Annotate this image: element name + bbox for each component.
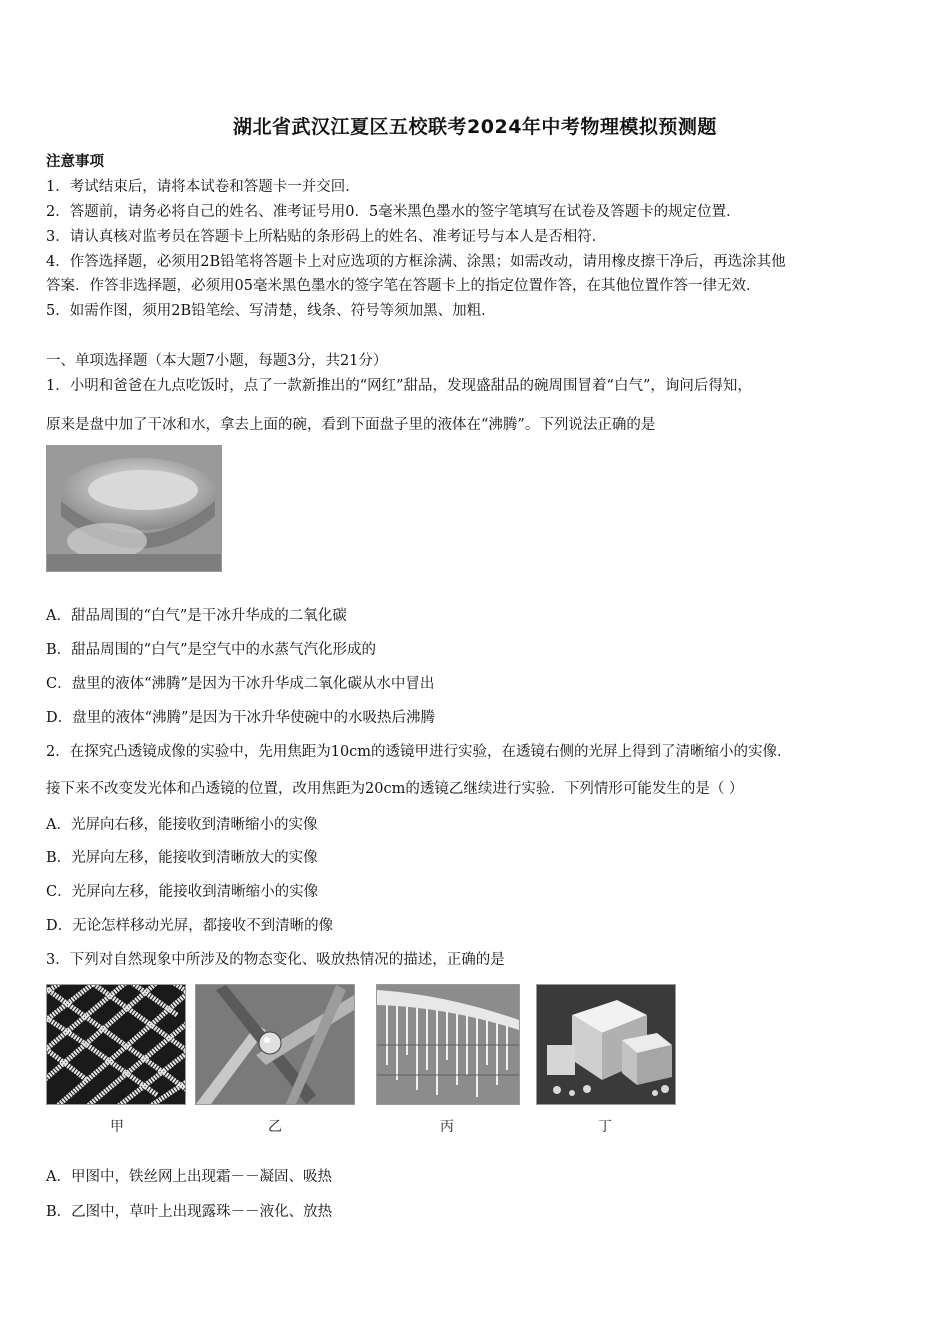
- question-1-text: 1．小明和爸爸在九点吃饭时，点了一款新推出的“网红”甜品，发现盛甜品的碗周围冒着“白气”，询问后得知，: [46, 378, 752, 394]
- question-1-option-a[interactable]: A．甜品周围的“白气”是干冰升华成的二氧化碳: [46, 608, 347, 624]
- notice-item: 1．考试结束后，请将本试卷和答题卡一并交回．: [46, 179, 360, 195]
- icicles-photo: [376, 984, 520, 1105]
- figure-caption-ding: 丁: [598, 1119, 612, 1135]
- notice-item: 5．如需作图，须用2B铅笔绘、写清楚，线条、符号等须加黑、加粗．: [46, 303, 496, 319]
- question-1-text: 原来是盘中加了干冰和水，拿去上面的碗，看到下面盘子里的液体在“沸腾”。下列说法正确的是: [46, 417, 656, 433]
- page-title: 湖北省武汉江夏区五校联考2024年中考物理模拟预测题: [233, 116, 717, 138]
- figure-caption-bing: 丙: [440, 1119, 454, 1135]
- question-3-text: 3．下列对自然现象中所涉及的物态变化、吸放热情况的描述，正确的是: [46, 952, 505, 968]
- notice-item: 答案．作答非选择题，必须用05毫米黑色墨水的签字笔在答题卡上的指定位置作答，在其他位置作答一律无效．: [46, 278, 761, 294]
- question-3-option-b[interactable]: B．乙图中，草叶上出现露珠－－液化、放热: [46, 1204, 333, 1220]
- dew-on-grass-photo: [195, 984, 355, 1105]
- question-1-option-b[interactable]: B．甜品周围的“白气”是空气中的水蒸气汽化形成的: [46, 642, 376, 658]
- question-2-option-d[interactable]: D．无论怎样移动光屏，都接收不到清晰的像: [46, 918, 334, 934]
- question-1-option-d[interactable]: D．盘里的液体“沸腾”是因为干冰升华使碗中的水吸热后沸腾: [46, 710, 435, 726]
- dessert-bowl-photo: [46, 445, 222, 572]
- question-2-option-b[interactable]: B．光屏向左移，能接收到清晰放大的实像: [46, 850, 318, 866]
- notice-heading: 注意事项: [46, 153, 104, 170]
- question-2-text: 2．在探究凸透镜成像的实验中，先用焦距为10cm的透镜甲进行实验，在透镜右侧的光屏上得到了清晰缩小的实像．: [46, 744, 792, 760]
- notice-item: 3．请认真核对监考员在答题卡上所粘贴的条形码上的姓名、准考证号与本人是否相符．: [46, 229, 607, 245]
- question-3-option-a[interactable]: A．甲图中，铁丝网上出现霜－－凝固、吸热: [46, 1169, 332, 1185]
- question-1-option-c[interactable]: C．盘里的液体“沸腾”是因为干冰升华成二氧化碳从水中冒出: [46, 676, 435, 692]
- figure-caption-jia: 甲: [110, 1119, 124, 1135]
- notice-item: 4．作答选择题，必须用2B铅笔将答题卡上对应选项的方框涂满、涂黑；如需改动，请用橡皮擦干净后，再选涂其他: [46, 254, 786, 270]
- question-2-option-a[interactable]: A．光屏向右移，能接收到清晰缩小的实像: [46, 817, 318, 833]
- figure-caption-yi: 乙: [268, 1119, 282, 1135]
- question-2-option-c[interactable]: C．光屏向左移，能接收到清晰缩小的实像: [46, 884, 319, 900]
- dry-ice-photo: [536, 984, 676, 1105]
- question-2-text: 接下来不改变发光体和凸透镜的位置，改用焦距为20cm的透镜乙继续进行实验．下列情形可能发生的是（ ）: [46, 781, 744, 797]
- notice-item: 2．答题前，请务必将自己的姓名、准考证号用0．5毫米黑色墨水的签字笔填写在试卷及答题卡的规定位置．: [46, 204, 741, 220]
- section-heading: 一、单项选择题（本大题7小题，每题3分，共21分）: [46, 353, 388, 369]
- frost-wire-mesh-photo: [46, 984, 186, 1105]
